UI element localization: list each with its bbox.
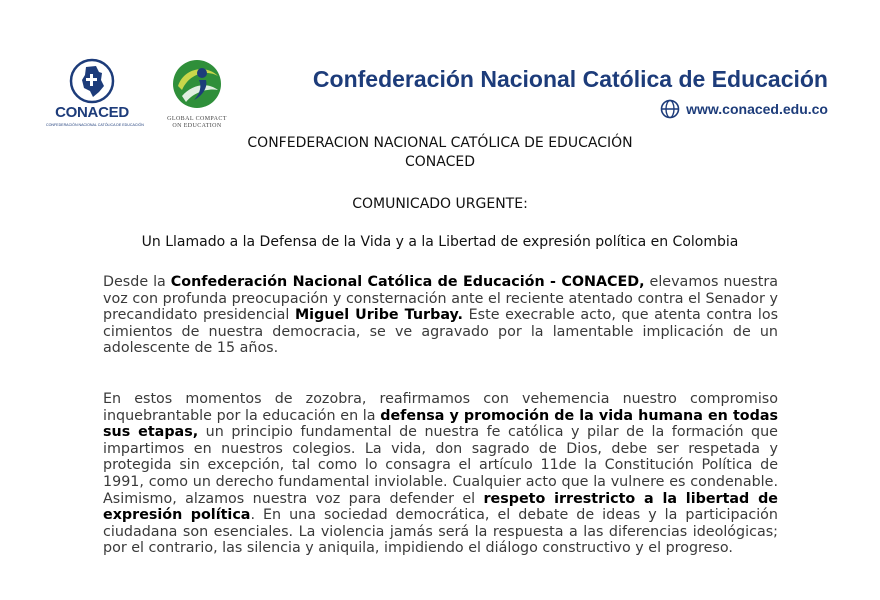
organization-title: Confederación Nacional Católica de Educación <box>312 66 828 92</box>
p2-text-1: En estos momentos de zozobra, reafirmamos con vehemencia nuestro compromiso inquebrantable por la educación en la <box>103 391 778 424</box>
conaced-logo-text: CONACED <box>55 104 129 121</box>
website-link[interactable]: www.conaced.edu.co <box>686 101 828 117</box>
global-compact-logo <box>158 56 236 136</box>
global-compact-emblem-icon <box>168 56 226 112</box>
body-paragraph-1 <box>103 274 778 357</box>
document-heading-organization: CONFEDERACION NACIONAL CATÓLICA DE EDUCACIÓN <box>247 135 633 151</box>
document-heading-acronym: CONACED <box>405 154 475 170</box>
document-heading-urgent: COMUNICADO URGENTE: <box>352 196 528 212</box>
global-compact-text <box>158 116 236 130</box>
p2-text-3: . En una sociedad democrática, el debate de ideas y la participación ciudadana son esenciales. La violencia jamás será la respuesta a las diferencias ideológicas; por el contrario, las silencia y aniquila, impidiendo el diálogo constructivo y el progreso. <box>103 507 778 557</box>
global-compact-line-1: GLOBAL COMPACT <box>167 116 227 122</box>
global-compact-line-2: ON EDUCATION <box>172 123 222 129</box>
p1-text-2: elevamos nuestra voz con profunda preocupación y consternación ante el reciente atentado contra el Senador y precandidato presidencial <box>103 274 779 324</box>
p1-text-1: Desde la <box>103 274 171 290</box>
conaced-logo-subtext: CONFEDERACIÓN NACIONAL CATÓLICA DE EDUCACIÓN <box>46 123 144 127</box>
globe-icon <box>660 99 680 119</box>
p1-bold-senator: Miguel Uribe Turbay. <box>294 307 463 324</box>
p2-text-2: un principio fundamental de nuestra fe católica y pilar de la formación que impartimos en nuestros colegios. La vida, don sagrado de Dios, debe ser respetada y protegida sin excepción, tal como lo consagra el artículo 11de la Constitución Política de 1991, como un derecho fundamental inviolable. Cualquier acto que la vulnere es condenable. Asimismo, alzamos nuestra voz para defender el <box>103 424 778 507</box>
p1-bold-organization: Confederación Nacional Católica de Educación - CONACED, <box>170 274 645 290</box>
p2-bold-freedom-of-expression: respeto irrestricto a la libertad de expresión política <box>103 490 779 524</box>
p2-bold-defense-of-life: defensa y promoción de la vida humana en todas sus etapas, <box>103 407 778 441</box>
document-heading-subject: Un Llamado a la Defensa de la Vida y a la Libertad de expresión política en Colombia <box>141 234 739 250</box>
p1-text-3: Este execrable acto, que atenta contra los cimientos de nuestra democracia, se ve agravado por la lamentable implicación de un adolescente de 15 años. <box>103 307 779 357</box>
body-paragraph-2 <box>103 391 778 557</box>
website-line <box>660 98 828 120</box>
conaced-logo <box>46 58 144 132</box>
colombia-map-emblem-icon <box>66 58 118 104</box>
